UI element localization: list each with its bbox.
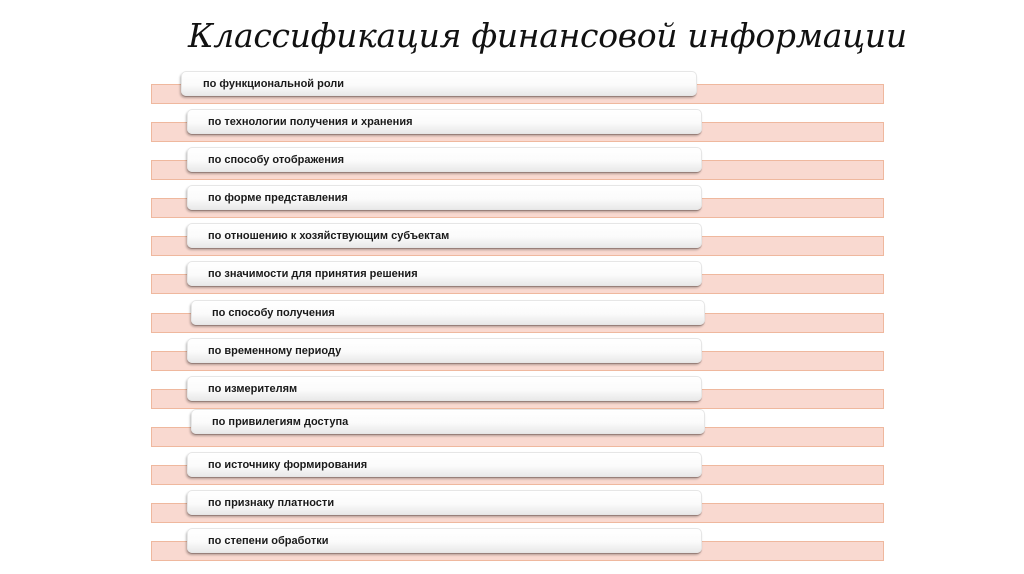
classification-item <box>187 147 702 172</box>
classification-item <box>187 338 702 363</box>
classification-item <box>191 300 705 325</box>
item-label: по источнику формирования <box>208 459 368 471</box>
item-label: по отношению к хозяйствующим субъектам <box>208 230 450 242</box>
item-label: по технологии получения и хранения <box>208 116 413 128</box>
item-label: по способу получения <box>212 307 335 319</box>
item-label: по форме представления <box>208 192 348 204</box>
item-label: по измерителям <box>208 383 298 395</box>
classification-item <box>187 109 702 134</box>
classification-item <box>181 71 697 96</box>
slide-title: Классификация финансовой информации <box>188 16 907 55</box>
item-label: по признаку платности <box>208 497 335 509</box>
item-label: по временному периоду <box>208 345 342 357</box>
classification-item <box>187 185 702 210</box>
classification-item <box>187 376 702 401</box>
item-label: по привилегиям доступа <box>212 416 349 428</box>
item-label: по значимости для принятия решения <box>208 268 418 280</box>
classification-item <box>191 409 705 434</box>
classification-item <box>187 528 702 553</box>
item-label: по способу отображения <box>208 154 345 166</box>
classification-item <box>187 452 702 477</box>
item-label: по функциональной роли <box>203 78 345 90</box>
item-label: по степени обработки <box>208 535 329 547</box>
classification-item <box>187 223 702 248</box>
classification-item <box>187 490 702 515</box>
classification-item <box>187 261 702 286</box>
